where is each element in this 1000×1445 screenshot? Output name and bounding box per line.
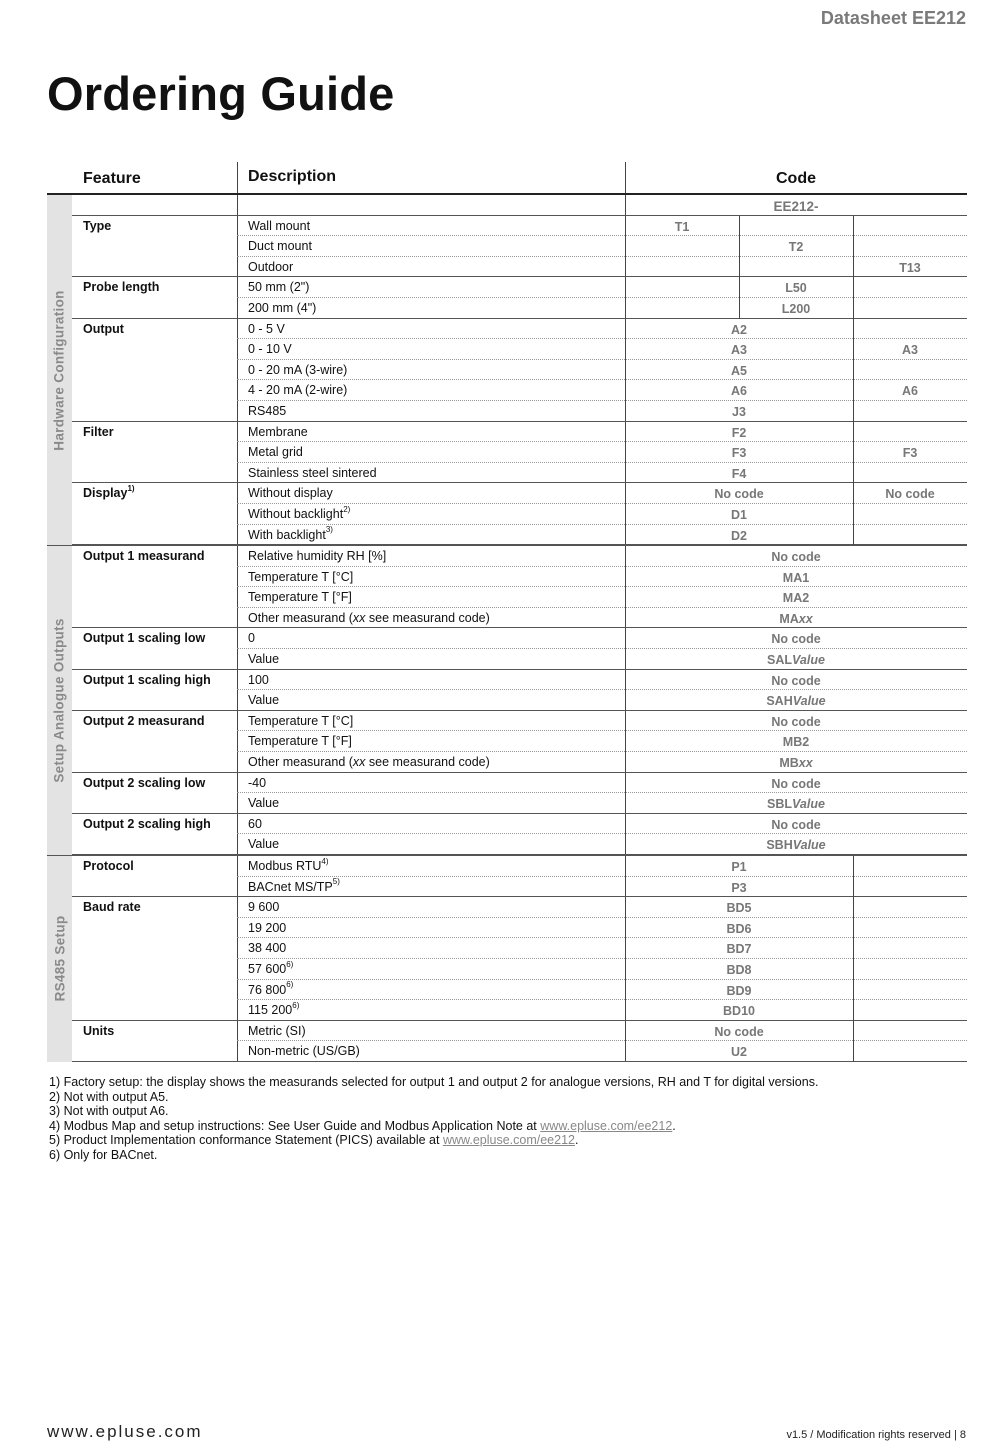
feature-label xyxy=(83,486,135,500)
description-text: 0 - 20 mA (3-wire) xyxy=(248,362,348,377)
table-row xyxy=(47,1021,967,1042)
code-cell xyxy=(625,591,967,605)
description-text: Stainless steel sintered xyxy=(248,465,377,480)
code-text: BD5 xyxy=(726,901,752,916)
description-cell xyxy=(248,776,266,790)
code-cell xyxy=(625,653,967,667)
code-italic: xx xyxy=(798,611,813,626)
description-text: Value xyxy=(248,652,280,667)
code-text: F3 xyxy=(731,446,747,461)
feature-label xyxy=(83,549,205,563)
code-text: MB xyxy=(779,756,799,771)
feature-text: Output 2 scaling low xyxy=(83,775,206,790)
feature-label xyxy=(83,673,211,687)
description-cell xyxy=(248,1003,299,1017)
description-text: Outdoor xyxy=(248,259,294,274)
code-text: SBH xyxy=(766,838,793,853)
footnote-link[interactable]: www.epluse.com/ee212 xyxy=(540,1118,673,1133)
footnote-text: 2) Not with output A5. xyxy=(49,1089,169,1104)
description-text: Without display xyxy=(248,486,333,501)
description-text: Temperature T [°F] xyxy=(248,734,352,749)
table-row xyxy=(47,793,967,814)
code-cell xyxy=(625,942,853,956)
code-cell xyxy=(625,818,967,832)
code-cell xyxy=(625,446,853,460)
code-cell xyxy=(625,735,967,749)
code-text: MA xyxy=(779,611,799,626)
description-cell xyxy=(248,425,308,439)
description-cell xyxy=(248,363,347,377)
code-text: F4 xyxy=(731,466,747,481)
description-text: Value xyxy=(248,837,280,852)
code-text: MB2 xyxy=(782,735,810,750)
table-header xyxy=(47,162,967,195)
code-cell xyxy=(625,323,853,337)
table-section xyxy=(47,545,967,855)
description-cell xyxy=(248,525,333,542)
table-row xyxy=(47,628,967,649)
description-text: see measurand code) xyxy=(365,755,490,770)
description-cell xyxy=(248,856,329,873)
superscript: 2) xyxy=(343,504,351,514)
table-row xyxy=(47,814,967,835)
table-row xyxy=(47,277,967,298)
feature-text: Output 2 scaling high xyxy=(83,816,211,831)
code-text: No code xyxy=(771,632,821,647)
section-label-text: RS485 Setup xyxy=(52,916,67,1002)
description-cell xyxy=(248,1024,306,1038)
code-cell xyxy=(625,922,853,936)
table-row xyxy=(47,959,967,980)
description-text: Duct mount xyxy=(248,239,312,254)
code-text: D2 xyxy=(731,528,747,543)
footnote-text: 4) Modbus Map and setup instructions: See User Guide and Modbus Application Note at xyxy=(49,1118,541,1133)
feature-text: Baud rate xyxy=(83,900,141,915)
code-cell xyxy=(625,612,967,626)
code-cell xyxy=(853,487,967,501)
code-cell xyxy=(739,281,853,295)
description-cell xyxy=(248,342,292,356)
description-text: see measurand code) xyxy=(365,610,490,625)
code-text: F2 xyxy=(731,425,747,440)
code-cell xyxy=(625,632,967,646)
code-cell xyxy=(625,756,967,770)
description-text: 57 600 xyxy=(248,961,287,976)
footnote-text: . xyxy=(574,1133,579,1147)
feature-label xyxy=(83,219,111,233)
footer-url[interactable]: www.epluse.com xyxy=(47,1422,203,1441)
doc-label: Datasheet EE212 xyxy=(820,8,966,28)
description-cell xyxy=(248,959,294,976)
description-cell xyxy=(248,693,279,707)
description-cell xyxy=(248,590,352,604)
feature-label xyxy=(83,714,205,728)
code-text: A5 xyxy=(731,363,747,378)
code-text: P3 xyxy=(731,880,747,895)
superscript: 6) xyxy=(292,1001,300,1010)
description-cell xyxy=(248,570,353,584)
feature-label xyxy=(83,425,114,439)
table-row xyxy=(47,877,967,898)
code-cell xyxy=(625,487,853,501)
table-row xyxy=(47,525,967,546)
table-row xyxy=(47,360,967,381)
footnote-text: 1) Factory setup: the display shows the measurands selected for output 1 and output 2 for analogue versions, RH and T for digital versions. xyxy=(49,1075,819,1089)
description-text: Other measurand ( xyxy=(248,610,353,625)
code-text: D1 xyxy=(731,507,747,522)
table-row xyxy=(47,236,967,257)
description-cell xyxy=(248,673,269,687)
code-prefix: EE212- xyxy=(773,199,819,214)
code-text: SBL xyxy=(767,797,793,812)
ordering-table xyxy=(47,162,967,1062)
code-italic: Value xyxy=(792,653,825,668)
table-row xyxy=(47,834,967,855)
code-cell xyxy=(739,240,853,254)
page-title: Ordering Guide xyxy=(47,67,395,120)
description-text: 100 xyxy=(248,672,269,687)
description-cell xyxy=(248,445,303,459)
code-cell xyxy=(625,571,967,585)
description-cell xyxy=(248,877,340,894)
description-text: 0 xyxy=(248,631,255,646)
superscript: 6) xyxy=(286,959,294,969)
feature-text: Output 1 measurand xyxy=(83,549,205,564)
description-text: Modbus RTU xyxy=(248,859,322,873)
code-text: J3 xyxy=(732,404,746,419)
table-row xyxy=(47,319,967,340)
table-row xyxy=(47,298,967,319)
code-cell xyxy=(853,261,967,275)
code-text: F3 xyxy=(902,446,918,461)
description-cell xyxy=(248,322,285,336)
code-cell xyxy=(853,446,967,460)
code-cell xyxy=(625,838,967,852)
code-text: BD10 xyxy=(723,1004,755,1019)
code-text: No code xyxy=(771,550,821,565)
footnote xyxy=(49,1119,818,1134)
feature-text: Probe length xyxy=(83,280,160,295)
code-cell xyxy=(853,384,967,398)
code-cell xyxy=(625,860,853,874)
code-text: L50 xyxy=(785,281,807,296)
code-cell xyxy=(625,777,967,791)
table-row xyxy=(47,690,967,711)
description-text: Membrane xyxy=(248,424,308,439)
description-text: 76 800 xyxy=(248,982,287,997)
code-cell xyxy=(625,364,853,378)
description-text: Metric (SI) xyxy=(248,1023,306,1038)
table-row xyxy=(47,1000,967,1021)
code-prefix-row xyxy=(47,195,967,216)
description-cell xyxy=(248,796,279,810)
table-section xyxy=(47,195,967,545)
code-text: No code xyxy=(714,1024,764,1039)
code-cell xyxy=(625,343,853,357)
description-text: RS485 xyxy=(248,403,287,418)
code-text: A3 xyxy=(902,343,918,358)
table-row xyxy=(47,587,967,608)
code-text: No code xyxy=(771,714,821,729)
description-text: 0 - 10 V xyxy=(248,342,292,357)
description-text: Relative humidity RH [%] xyxy=(248,549,387,564)
code-text: U2 xyxy=(731,1045,747,1060)
description-text: 50 mm (2") xyxy=(248,280,310,295)
footer-version: v1.5 / Modification rights reserved | 8 xyxy=(786,1429,966,1441)
code-cell xyxy=(625,674,967,688)
code-cell xyxy=(853,343,967,357)
code-cell xyxy=(739,302,853,316)
description-text: With backlight xyxy=(248,527,326,542)
feature-label xyxy=(83,322,124,336)
feature-label xyxy=(83,900,141,914)
description-text: Without backlight xyxy=(248,506,344,521)
table-row xyxy=(47,752,967,773)
code-text: No code xyxy=(885,487,935,502)
code-text: L200 xyxy=(781,301,811,316)
table-row xyxy=(47,938,967,959)
description-text: 19 200 xyxy=(248,920,287,935)
code-cell xyxy=(625,529,853,543)
feature-text: Filter xyxy=(83,424,114,439)
code-italic: Value xyxy=(792,838,826,853)
code-text: MA2 xyxy=(782,591,810,606)
footnote xyxy=(49,1133,818,1148)
feature-text: Output 1 scaling high xyxy=(83,672,211,687)
code-cell xyxy=(625,467,853,481)
description-text: Temperature T [°C] xyxy=(248,569,354,584)
code-cell xyxy=(625,1045,853,1059)
code-cell xyxy=(625,881,853,895)
column-header-feature: Feature xyxy=(83,170,141,187)
code-cell xyxy=(625,550,967,564)
code-text: T13 xyxy=(899,260,921,275)
table-row xyxy=(47,731,967,752)
table-row xyxy=(47,773,967,794)
code-italic: Value xyxy=(792,694,826,709)
feature-text: Type xyxy=(83,218,112,233)
code-italic: xx xyxy=(798,756,813,771)
footnote xyxy=(49,1075,818,1090)
feature-text: Output xyxy=(83,321,124,336)
code-cell xyxy=(625,963,853,977)
code-text: T2 xyxy=(788,240,804,255)
code-cell xyxy=(625,797,967,811)
table-row xyxy=(47,608,967,629)
description-cell xyxy=(248,980,294,997)
feature-text: Output 2 measurand xyxy=(83,713,205,728)
description-text: 0 - 5 V xyxy=(248,321,285,336)
column-header-description: Description xyxy=(248,168,337,185)
footnote xyxy=(49,1090,818,1105)
feature-text: Units xyxy=(83,1023,115,1038)
table-row xyxy=(47,442,967,463)
code-text: No code xyxy=(771,817,821,832)
table-row xyxy=(47,463,967,484)
feature-label xyxy=(83,280,159,294)
table-row xyxy=(47,670,967,691)
description-text: Other measurand ( xyxy=(248,755,353,770)
column-header-code: Code xyxy=(776,170,816,187)
description-text: Value xyxy=(248,796,280,811)
description-cell xyxy=(248,900,279,914)
code-cell xyxy=(625,1004,853,1018)
superscript: 5) xyxy=(332,877,340,887)
description-italic: xx xyxy=(352,610,366,625)
feature-text: Protocol xyxy=(83,859,134,873)
description-cell xyxy=(248,404,286,418)
code-text: A2 xyxy=(731,322,747,337)
code-cell xyxy=(625,1025,853,1039)
feature-label xyxy=(83,776,205,790)
description-text: Metal grid xyxy=(248,445,303,460)
description-cell xyxy=(248,466,377,480)
table-row xyxy=(47,1041,967,1062)
description-cell xyxy=(248,239,312,253)
code-cell xyxy=(625,715,967,729)
description-italic: xx xyxy=(352,755,366,770)
table-row xyxy=(47,504,967,525)
table-row xyxy=(47,401,967,422)
superscript: 1) xyxy=(127,484,135,494)
code-cell xyxy=(625,694,967,708)
table-row xyxy=(47,897,967,918)
footnote xyxy=(49,1148,818,1163)
description-cell xyxy=(248,301,316,315)
table-row xyxy=(47,380,967,401)
footnote-text: . xyxy=(672,1118,676,1133)
code-text: P1 xyxy=(731,860,747,874)
footnote-text: 5) Product Implementation conformance Statement (PICS) available at xyxy=(49,1133,443,1147)
table-body xyxy=(47,195,967,1062)
description-text: 9 600 xyxy=(248,900,280,915)
footnote-text: 3) Not with output A6. xyxy=(49,1104,169,1118)
table-row xyxy=(47,483,967,504)
description-cell xyxy=(248,631,255,645)
description-text: 38 400 xyxy=(248,941,287,956)
description-cell xyxy=(248,755,490,769)
code-text: BD6 xyxy=(726,921,752,936)
code-cell xyxy=(625,384,853,398)
table-row xyxy=(47,856,967,877)
feature-label xyxy=(83,859,134,873)
table-section xyxy=(47,855,967,1062)
code-cell xyxy=(625,901,853,915)
feature-text: Display xyxy=(83,486,128,501)
table-row xyxy=(47,216,967,237)
code-text: BD9 xyxy=(726,983,752,998)
code-italic: Value xyxy=(792,797,825,812)
description-cell xyxy=(248,837,279,851)
description-cell xyxy=(248,486,333,500)
description-text: Temperature T [°F] xyxy=(248,590,352,605)
table-row xyxy=(47,257,967,278)
description-text: Value xyxy=(248,693,280,708)
description-cell xyxy=(248,652,279,666)
description-text: -40 xyxy=(248,775,267,790)
code-text: No code xyxy=(714,487,764,502)
code-text: No code xyxy=(771,776,821,791)
description-cell xyxy=(248,611,490,625)
footnote xyxy=(49,1104,818,1119)
table-row xyxy=(47,649,967,670)
table-row xyxy=(47,567,967,588)
code-cell xyxy=(625,508,853,522)
superscript: 4) xyxy=(321,856,329,866)
description-text: 200 mm (4") xyxy=(248,300,317,315)
section-label-text: Hardware Configuration xyxy=(52,289,67,451)
code-cell xyxy=(625,220,739,234)
table-row xyxy=(47,546,967,567)
description-cell xyxy=(248,504,351,521)
section-label-text: Setup Analogue Outputs xyxy=(52,618,67,783)
code-text: A3 xyxy=(731,343,747,358)
description-cell xyxy=(248,714,353,728)
code-text: A6 xyxy=(902,384,918,399)
code-text: T1 xyxy=(674,219,690,234)
description-cell xyxy=(248,549,386,563)
feature-label xyxy=(83,631,205,645)
table-row xyxy=(47,980,967,1001)
description-cell xyxy=(248,921,286,935)
table-row xyxy=(47,339,967,360)
description-cell xyxy=(248,734,352,748)
description-cell xyxy=(248,941,286,955)
description-cell xyxy=(248,817,262,831)
feature-label xyxy=(83,1024,114,1038)
description-cell xyxy=(248,260,293,274)
description-text: BACnet MS/TP xyxy=(248,879,333,894)
code-text: SAH xyxy=(766,694,793,709)
description-cell xyxy=(248,280,309,294)
feature-label xyxy=(83,817,211,831)
description-text: 60 xyxy=(248,816,262,831)
description-text: Non-metric (US/GB) xyxy=(248,1044,360,1059)
description-text: Temperature T [°C] xyxy=(248,713,354,728)
footnotes xyxy=(49,1075,818,1162)
description-cell xyxy=(248,219,310,233)
code-text: MA1 xyxy=(782,570,810,585)
description-text: 4 - 20 mA (2-wire) xyxy=(248,383,348,398)
description-cell xyxy=(248,383,347,397)
feature-text: Output 1 scaling low xyxy=(83,631,206,646)
code-text: No code xyxy=(771,673,821,688)
code-text: BD7 xyxy=(726,942,752,957)
code-cell xyxy=(625,405,853,419)
description-text: Wall mount xyxy=(248,218,311,233)
code-text: BD8 xyxy=(726,962,752,977)
table-row xyxy=(47,918,967,939)
code-text: A6 xyxy=(731,384,747,399)
superscript: 6) xyxy=(286,980,294,990)
code-cell xyxy=(625,426,853,440)
superscript: 3) xyxy=(325,525,333,535)
footnote-link[interactable]: www.epluse.com/ee212 xyxy=(442,1133,575,1147)
footnote-text: 6) Only for BACnet. xyxy=(49,1147,158,1162)
description-text: 115 200 xyxy=(248,1003,293,1018)
table-row xyxy=(47,422,967,443)
table-row xyxy=(47,711,967,732)
code-text: SAL xyxy=(767,653,793,668)
description-cell xyxy=(248,1044,360,1058)
code-cell xyxy=(625,984,853,998)
